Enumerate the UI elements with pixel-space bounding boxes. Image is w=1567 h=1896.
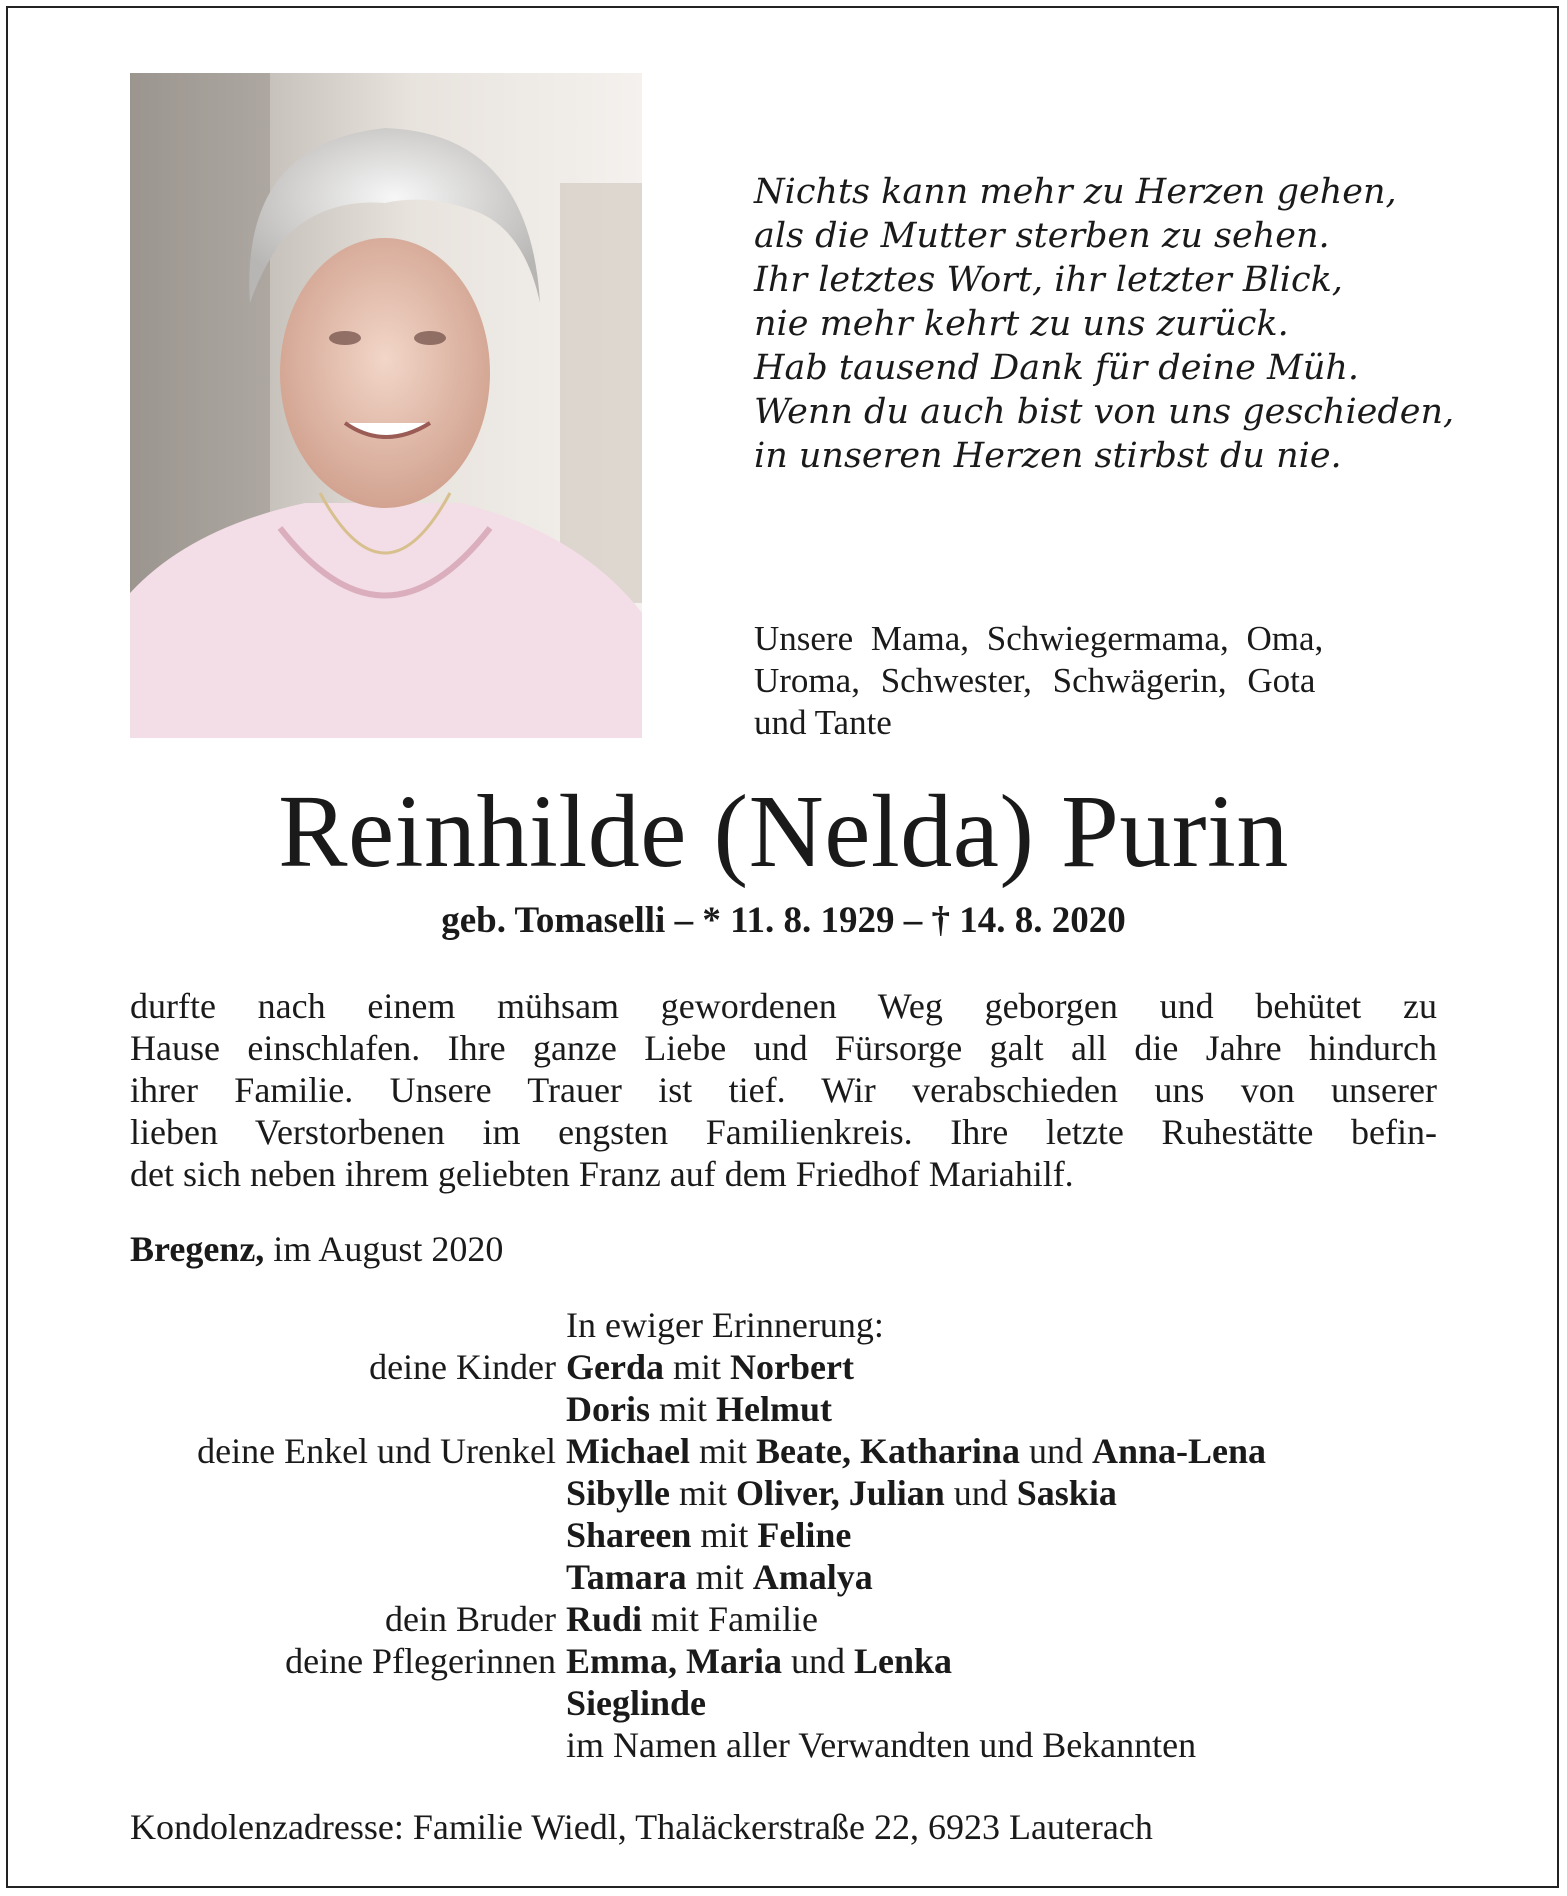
family-row	[100, 1640, 1500, 1682]
member-name: Emma, Maria	[566, 1641, 782, 1681]
family-role: dein Bruder	[385, 1599, 556, 1639]
connector-text: mit	[691, 1515, 758, 1555]
place-date	[130, 1228, 503, 1270]
family-role	[100, 1514, 566, 1556]
family-role	[100, 1724, 566, 1766]
connector-text: und	[781, 1641, 854, 1681]
connector-text: mit	[663, 1347, 730, 1387]
member-name: Amalya	[752, 1557, 873, 1597]
member-name: Feline	[757, 1515, 852, 1555]
portrait-photo	[130, 73, 642, 738]
family-list	[100, 1304, 1500, 1766]
deceased-name: Reinhilde (Nelda) Purin	[278, 774, 1289, 889]
member-name: Beate, Katharina	[755, 1431, 1020, 1471]
text-line: det sich neben ihrem geliebten Franz auf dem Friedhof Mariahilf.	[130, 1154, 1074, 1194]
poem-line: Nichts kann mehr zu Herzen gehen,	[754, 172, 1397, 212]
text-line: durfte nach einem mühsam gewordenen Weg geborgen und behütet zu	[130, 986, 1437, 1026]
poem-line: Hab tausend Dank für deine Müh.	[754, 348, 1360, 388]
family-row	[100, 1556, 1500, 1598]
connector-text: mit	[650, 1389, 717, 1429]
family-row	[100, 1514, 1500, 1556]
member-name: Sieglinde	[566, 1683, 707, 1723]
text-line: lieben Verstorbenen im engsten Familienkreis. Ihre letzte Ruhestätte befin-	[130, 1112, 1437, 1152]
family-role	[100, 1472, 566, 1514]
family-role	[100, 1682, 566, 1724]
member-name: Saskia	[1016, 1473, 1117, 1513]
family-row	[100, 1346, 1500, 1388]
member-name: Sibylle	[566, 1473, 671, 1513]
place-city: Bregenz,	[130, 1229, 265, 1269]
member-name: Tamara	[566, 1557, 687, 1597]
member-name: Norbert	[730, 1347, 854, 1387]
connector-text: mit	[670, 1473, 737, 1513]
intro-line: Unsere Mama, Schwiegermama, Oma,	[754, 619, 1324, 658]
family-role	[100, 1556, 566, 1598]
family-row	[100, 1388, 1500, 1430]
member-name: Oliver, Julian	[736, 1473, 945, 1513]
family-role	[100, 1388, 566, 1430]
member-name: Helmut	[716, 1389, 832, 1429]
family-members	[566, 1682, 706, 1724]
intro-line: Uroma, Schwester, Schwägerin, Gota	[754, 661, 1316, 700]
connector-text: mit	[686, 1557, 753, 1597]
family-members	[566, 1472, 1117, 1514]
connector-text: mit Familie	[642, 1599, 819, 1639]
family-heading: In ewiger Erinnerung:	[566, 1305, 884, 1345]
text-line: Hause einschlafen. Ihre ganze Liebe und Fürsorge galt all die Jahre hindurch	[130, 1028, 1437, 1068]
member-name: Anna-Lena	[1091, 1431, 1267, 1471]
family-members	[566, 1388, 832, 1430]
family-role: deine Kinder	[369, 1347, 556, 1387]
member-name: Rudi	[566, 1599, 643, 1639]
place-month: im August 2020	[264, 1229, 504, 1269]
relationship-intro	[754, 618, 1438, 744]
poem-line: Ihr letztes Wort, ihr letzter Blick,	[754, 260, 1343, 300]
family-role: deine Enkel und Urenkel	[197, 1431, 556, 1471]
member-name: Shareen	[566, 1515, 692, 1555]
family-row	[100, 1682, 1500, 1724]
text-line: ihrer Familie. Unsere Trauer ist tief. Wir verabschieden uns von unserer	[130, 1070, 1437, 1110]
family-members	[566, 1346, 854, 1388]
family-row	[100, 1724, 1500, 1766]
family-members	[566, 1724, 1196, 1766]
member-name: Lenka	[853, 1641, 952, 1681]
connector-text: im Namen aller Verwandten und Bekannten	[566, 1725, 1197, 1765]
member-name: Gerda	[566, 1347, 664, 1387]
intro-line: und Tante	[754, 703, 892, 742]
connector-text: und	[1019, 1431, 1092, 1471]
family-row	[100, 1430, 1500, 1472]
family-members	[566, 1640, 952, 1682]
member-name: Michael	[566, 1431, 690, 1471]
family-row	[100, 1472, 1500, 1514]
poem-line: in unseren Herzen stirbst du nie.	[754, 436, 1342, 476]
family-members	[566, 1430, 1266, 1472]
condolence-address: Kondolenzadresse: Familie Wiedl, Thaläckerstraße 22, 6923 Lauterach	[130, 1807, 1153, 1847]
family-heading-row	[100, 1304, 1500, 1346]
family-role: deine Pflegerinnen	[285, 1641, 556, 1681]
connector-text: und	[944, 1473, 1017, 1513]
connector-text: mit	[689, 1431, 756, 1471]
poem-line: nie mehr kehrt zu uns zurück.	[754, 304, 1289, 344]
member-name: Doris	[566, 1389, 650, 1429]
family-row	[100, 1598, 1500, 1640]
poem-line: als die Mutter sterben zu sehen.	[754, 216, 1330, 256]
family-members	[566, 1556, 873, 1598]
memorial-poem	[754, 170, 1474, 478]
obituary-text	[130, 985, 1437, 1195]
birth-death-dates: geb. Tomaselli – * 11. 8. 1929 – † 14. 8. 2020	[441, 900, 1126, 941]
family-members	[566, 1598, 818, 1640]
poem-line: Wenn du auch bist von uns geschieden,	[754, 392, 1455, 432]
family-members	[566, 1514, 851, 1556]
